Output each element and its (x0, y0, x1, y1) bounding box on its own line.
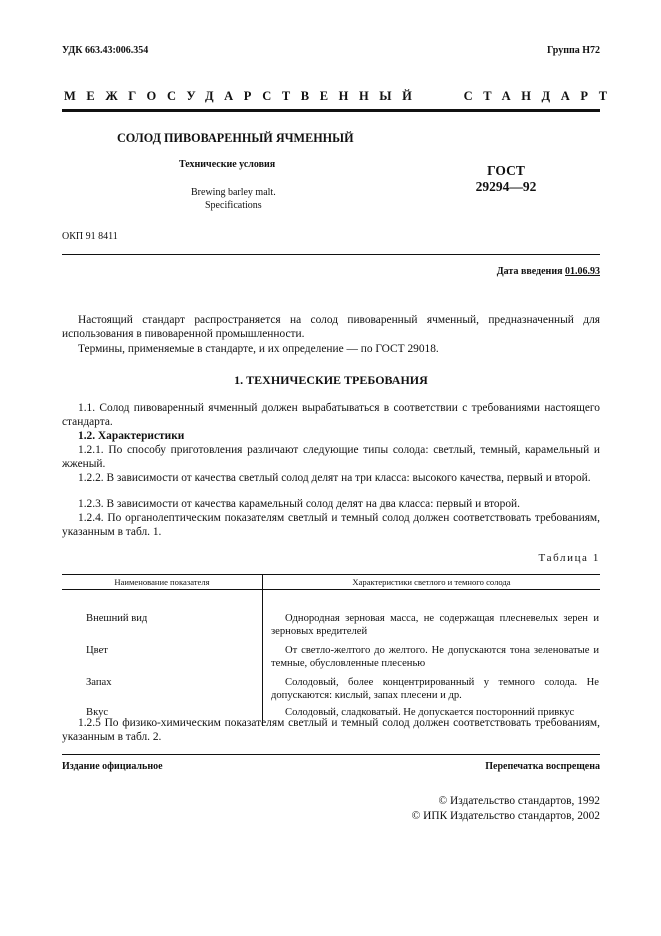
table-row (62, 590, 600, 645)
intro-paragraph-2: Термины, применяемые в стандарте, и их определение — по ГОСТ 29018. (78, 343, 439, 355)
table-cell-name: Внешний вид (62, 590, 263, 645)
group-code: Группа Н72 (547, 45, 600, 56)
copyright-1: © Издательство стандартов, 1992 (438, 795, 600, 807)
table-cell-value: Однородная зерновая масса, не содержащая плесневелых зерен и зерновых вредителей (271, 613, 599, 637)
document-title: СОЛОД ПИВОВАРЕННЫЙ ЯЧМЕННЫЙ (117, 131, 354, 145)
table-header-name: Наименование показателя (62, 575, 263, 590)
reprint-prohibited: Перепечатка воспрещена (485, 761, 600, 772)
intro-date-label: Дата введения (496, 266, 563, 277)
table-cell-name: Запах (62, 676, 263, 706)
clause-1-2-3: 1.2.3. В зависимости от качества карамельный солод делят на два класса: первый и второй. (78, 498, 520, 510)
clause-1-2-2: 1.2.2. В зависимости от качества светлый солод делят на три класса: высокого качества, первый и второй. (78, 472, 591, 484)
copyright-2: © ИПК Издательство стандартов, 2002 (411, 810, 600, 822)
clause-1-2-5: 1.2.5 По физико-химическим показателям светлый и темный солод должен соответствовать требованиям, указанным в табл. 2. (62, 717, 600, 744)
table-1 (62, 574, 600, 726)
official-edition: Издание официальное (62, 761, 163, 772)
table-cell-name: Цвет (62, 644, 263, 676)
gost-label: ГОСТ (487, 163, 525, 178)
table-header-characteristics: Характеристики светлого и темного солода (263, 575, 601, 590)
footer-rule (62, 754, 600, 755)
document-subtitle: Технические условия (179, 159, 276, 170)
table-cell-value: От светло-желтого до желтого. Не допускаются тона зеленоватые и темные, обусловленные плесенью (271, 645, 599, 669)
intro-date-value: 01.06.93 (565, 266, 600, 277)
clause-1-1: 1.1. Солод пивоваренный ячменный должен вырабатываться в соответствии с требованиями настоящего стандарта. (62, 402, 600, 429)
clause-1-2: 1.2. Характеристики (78, 430, 185, 442)
table-row (62, 644, 600, 676)
banner-rule (62, 109, 600, 112)
english-title-line2: Specifications (205, 200, 262, 211)
udk-code: УДК 663.43:006.354 (62, 45, 149, 56)
gost-number: 29294—92 (475, 179, 537, 194)
clause-1-2-1: 1.2.1. По способу приготовления различают следующие типы солода: светлый, темный, карамельный и жженый. (62, 444, 600, 471)
intro-paragraph-1: Настоящий стандарт распространяется на солод пивоваренный ячменный, предназначенный для использования в пивоваренной промышленности. (62, 314, 600, 341)
title-rule (62, 254, 600, 255)
table-cell-name: Вкус (62, 706, 263, 726)
intro-date (497, 266, 600, 277)
standard-banner: МЕЖГОСУДАРСТВЕННЫЙ СТАНДАРТ (64, 89, 618, 103)
table-caption: Таблица 1 (538, 552, 600, 564)
table-cell-value: Солодовый, более концентрированный у темного солода. Не допускаются: кислый, запах плесени и др. (271, 677, 599, 701)
section-heading: 1. ТЕХНИЧЕСКИЕ ТРЕБОВАНИЯ (234, 373, 428, 387)
table-cell-value: Солодовый, сладковатый. Не допускается посторонний привкус (285, 707, 575, 718)
english-title-line1: Brewing barley malt. (191, 187, 276, 198)
table-row (62, 676, 600, 706)
okp-code: ОКП 91 8411 (62, 231, 118, 242)
clause-1-2-4: 1.2.4. По органолептическим показателям светлый и темный солод должен соответствовать требованиям, указанным в табл. 1. (62, 512, 600, 539)
